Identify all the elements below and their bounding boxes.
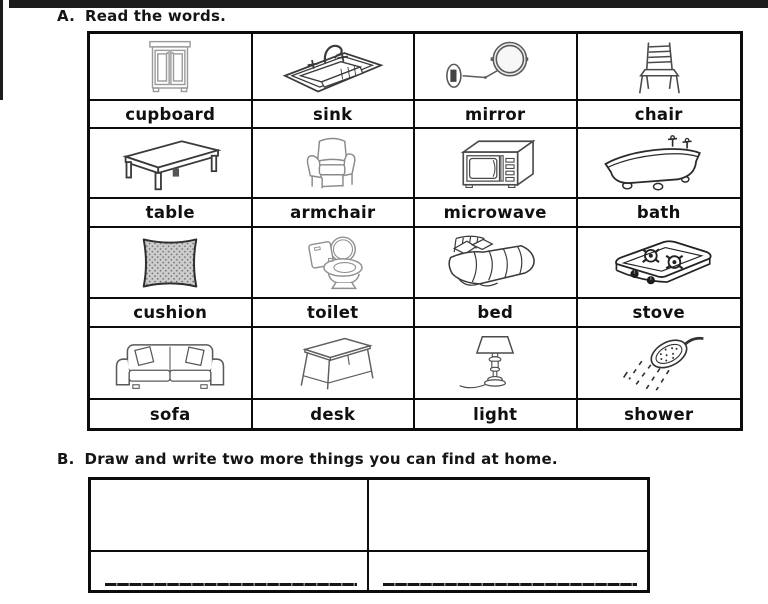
word-cell: bath [578, 199, 741, 228]
word-cell: shower [578, 400, 741, 428]
writing-cell [91, 552, 369, 590]
word-cell: armchair [253, 199, 416, 228]
image-cell [90, 328, 253, 400]
cushion-icon [95, 234, 245, 292]
chair-icon [584, 39, 734, 95]
image-cell [253, 228, 416, 299]
image-cell [415, 129, 578, 199]
writing-cell [369, 552, 647, 590]
word-cell: table [90, 199, 253, 228]
image-cell [90, 129, 253, 199]
word-cell: microwave [415, 199, 578, 228]
word-cell: sofa [90, 400, 253, 428]
image-cell [578, 328, 741, 400]
image-cell [578, 228, 741, 299]
section-b-heading [57, 450, 558, 468]
image-cell [253, 34, 416, 101]
bed-icon [420, 234, 570, 292]
word-cell: bed [415, 299, 578, 328]
image-cell [578, 34, 741, 101]
image-cell [253, 328, 416, 400]
writing-line [105, 583, 357, 586]
word-cell: light [415, 400, 578, 428]
section-a-label: A. [57, 7, 75, 25]
section-a-title: Read the words. [85, 7, 226, 25]
stove-icon [584, 234, 734, 292]
words-table [87, 31, 743, 431]
draw-and-write-table [88, 477, 650, 593]
sofa-icon [95, 334, 245, 392]
word-cell: chair [578, 101, 741, 129]
mirror-icon [420, 39, 570, 95]
section-b-label: B. [57, 450, 75, 468]
microwave-icon [420, 134, 570, 192]
image-cell [415, 34, 578, 101]
bath-icon [584, 134, 734, 192]
section-a-heading [57, 7, 226, 25]
image-cell [415, 228, 578, 299]
word-cell: mirror [415, 101, 578, 129]
toilet-icon [258, 234, 408, 292]
image-cell [415, 328, 578, 400]
image-cell [253, 129, 416, 199]
scan-left-edge [0, 0, 3, 100]
sink-icon [258, 39, 408, 95]
word-cell: sink [253, 101, 416, 129]
desk-icon [258, 334, 408, 392]
drawing-box [369, 480, 647, 552]
cupboard-icon [95, 39, 245, 95]
image-cell [578, 129, 741, 199]
light-icon [420, 334, 570, 392]
word-cell: cushion [90, 299, 253, 328]
word-cell: stove [578, 299, 741, 328]
armchair-icon [258, 134, 408, 192]
image-cell [90, 228, 253, 299]
writing-line [383, 583, 637, 586]
section-b-title: Draw and write two more things you can find at home. [84, 450, 558, 468]
image-cell [90, 34, 253, 101]
word-cell: desk [253, 400, 416, 428]
shower-icon [584, 334, 734, 392]
table-icon [95, 134, 245, 192]
word-cell: toilet [253, 299, 416, 328]
word-cell: cupboard [90, 101, 253, 129]
drawing-box [91, 480, 369, 552]
